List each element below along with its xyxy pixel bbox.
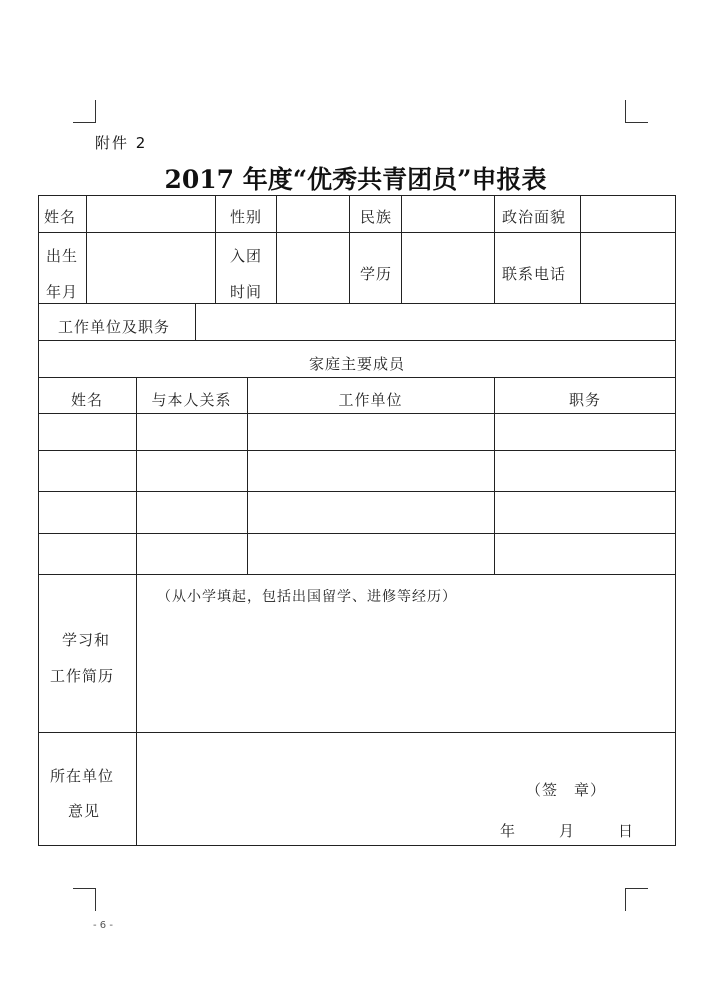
crop-mark-bottom-right (625, 888, 648, 911)
month-label: 月 (559, 822, 576, 840)
border-right (675, 195, 676, 846)
row-divider (38, 377, 676, 378)
birth-field[interactable] (87, 233, 215, 303)
join-label-line2: 时间 (230, 283, 263, 301)
row-divider (38, 574, 676, 575)
resume-label-line2: 工作简历 (50, 667, 115, 685)
application-form (38, 195, 676, 846)
gender-field[interactable] (277, 196, 349, 232)
family-col-position: 职务 (568, 391, 601, 409)
phone-label: 联系电话 (502, 265, 567, 283)
crop-mark-top-right (625, 100, 648, 123)
row-divider (38, 340, 676, 341)
birth-label-line1: 出生 (46, 247, 79, 265)
name-label: 姓名 (44, 208, 77, 226)
col-divider (349, 195, 350, 303)
table-row[interactable] (39, 414, 675, 450)
ethnicity-label: 民族 (360, 208, 393, 226)
year-label: 年 (500, 822, 517, 840)
resume-field[interactable] (137, 605, 675, 732)
family-col-workplace: 工作单位 (338, 391, 403, 409)
opinion-field[interactable] (137, 733, 497, 845)
birth-label-line2: 年月 (46, 283, 79, 301)
resume-label-line1: 学习和 (62, 631, 111, 649)
col-divider (215, 195, 216, 303)
seal-label: （签 章） (526, 781, 607, 799)
family-col-name: 姓名 (70, 391, 103, 409)
education-field[interactable] (402, 233, 494, 303)
gender-label: 性别 (230, 208, 263, 226)
border-bottom (38, 845, 676, 846)
education-label: 学历 (360, 265, 393, 283)
opinion-label-line2: 意见 (68, 802, 101, 820)
col-divider (494, 195, 495, 303)
resume-note: （从小学填起，包括出国留学、进修等经历） (157, 589, 457, 605)
political-status-label: 政治面貌 (502, 208, 567, 226)
page-title: 2017 年度“优秀共青团员”申报表 (164, 165, 547, 194)
opinion-label-line1: 所在单位 (50, 767, 115, 785)
join-label-line1: 入团 (230, 247, 263, 265)
table-row[interactable] (39, 492, 675, 533)
page-number: - 6 - (93, 920, 113, 931)
attachment-label: 附件 2 (95, 134, 148, 152)
phone-field[interactable] (581, 233, 675, 303)
family-header: 家庭主要成员 (308, 355, 405, 373)
crop-mark-top-left (73, 100, 96, 123)
political-status-field[interactable] (581, 196, 675, 232)
crop-mark-bottom-left (73, 888, 96, 911)
workplace-label: 工作单位及职务 (58, 318, 171, 336)
workplace-field[interactable] (196, 304, 675, 340)
family-col-relation: 与本人关系 (151, 391, 232, 409)
join-date-field[interactable] (277, 233, 349, 303)
table-row[interactable] (39, 451, 675, 491)
ethnicity-field[interactable] (402, 196, 494, 232)
table-row[interactable] (39, 534, 675, 574)
name-field[interactable] (87, 196, 215, 232)
day-label: 日 (618, 822, 635, 840)
